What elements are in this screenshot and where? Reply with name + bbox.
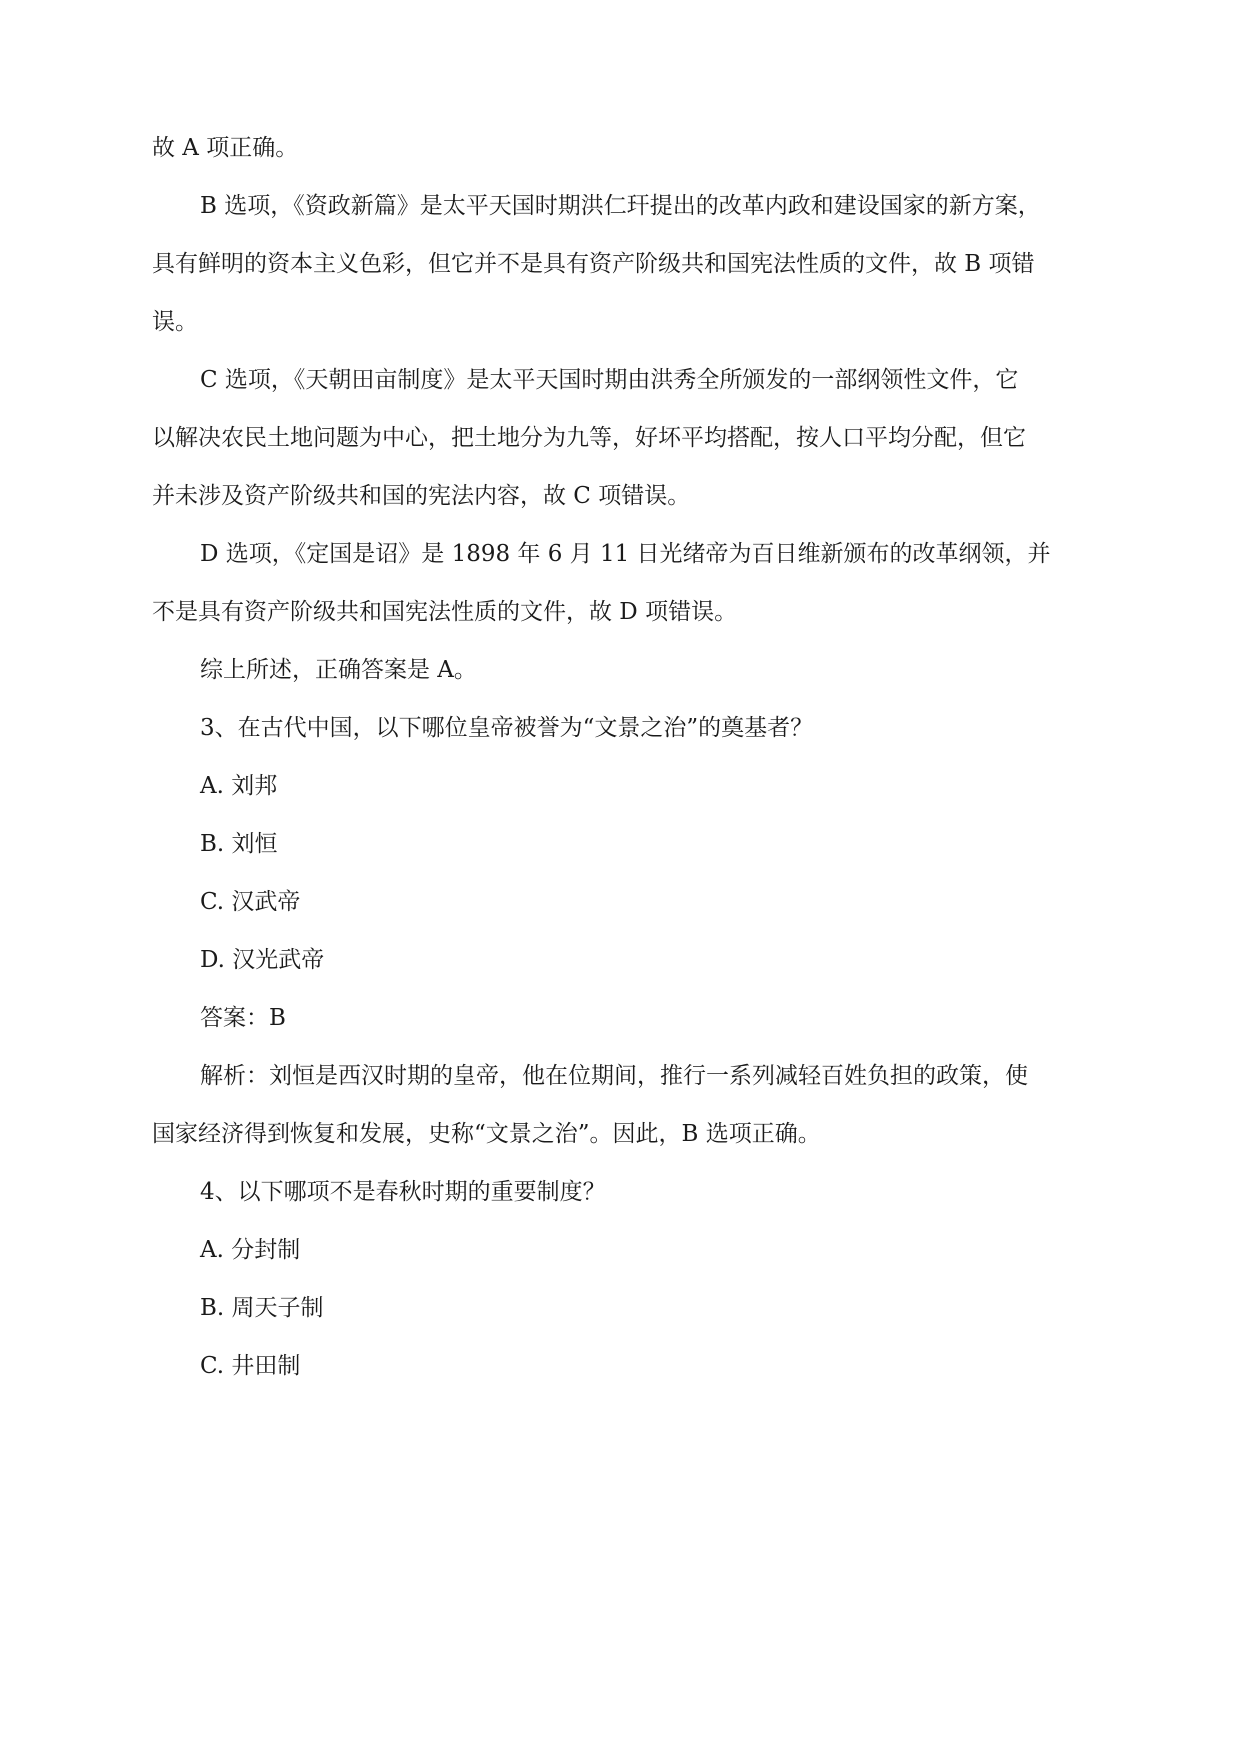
analysis-text: 国家经济得到恢复和发展，史称“文景之治”。因此，B 选项正确。	[152, 1121, 821, 1147]
question-text: 4、以下哪项不是春秋时期的重要制度？	[200, 1179, 606, 1205]
question-text: 3、在古代中国，以下哪位皇帝被誉为“文景之治”的奠基者？	[200, 715, 814, 741]
text-line: 综上所述，正确答案是 A。	[200, 657, 477, 683]
answer-text: 答案：B	[200, 1005, 286, 1031]
text-line: 具有鲜明的资本主义色彩，但它并不是具有资产阶级共和国宪法性质的文件，故 B 项错	[152, 251, 1035, 277]
option-b: B. 周天子制	[200, 1295, 324, 1321]
text-line: 不是具有资产阶级共和国宪法性质的文件，故 D 项错误。	[152, 599, 738, 625]
option-c: C. 汉武帝	[200, 889, 301, 915]
analysis-text: 解析：刘恒是西汉时期的皇帝，他在位期间，推行一系列减轻百姓负担的政策，使	[200, 1063, 1028, 1089]
text-line: D 选项，《定国是诏》是 1898 年 6 月 11 日光绪帝为百日维新颁布的改革纲领，并	[200, 541, 1051, 567]
text-line: 误。	[152, 309, 198, 335]
option-a: A. 分封制	[200, 1237, 301, 1263]
option-c: C. 井田制	[200, 1353, 301, 1379]
text-line: C 选项，《天朝田亩制度》是太平天国时期由洪秀全所颁发的一部纲领性文件，它	[200, 367, 1019, 393]
text-line: 故 A 项正确。	[152, 135, 299, 161]
text-line: B 选项，《资政新篇》是太平天国时期洪仁玕提出的改革内政和建设国家的新方案，	[200, 193, 1041, 219]
option-d: D. 汉光武帝	[200, 947, 325, 973]
option-b: B. 刘恒	[200, 831, 278, 857]
text-line: 以解决农民土地问题为中心，把土地分为九等，好坏平均搭配，按人口平均分配，但它	[152, 425, 1026, 451]
option-a: A. 刘邦	[200, 773, 278, 799]
text-line: 并未涉及资产阶级共和国的宪法内容，故 C 项错误。	[152, 483, 691, 509]
